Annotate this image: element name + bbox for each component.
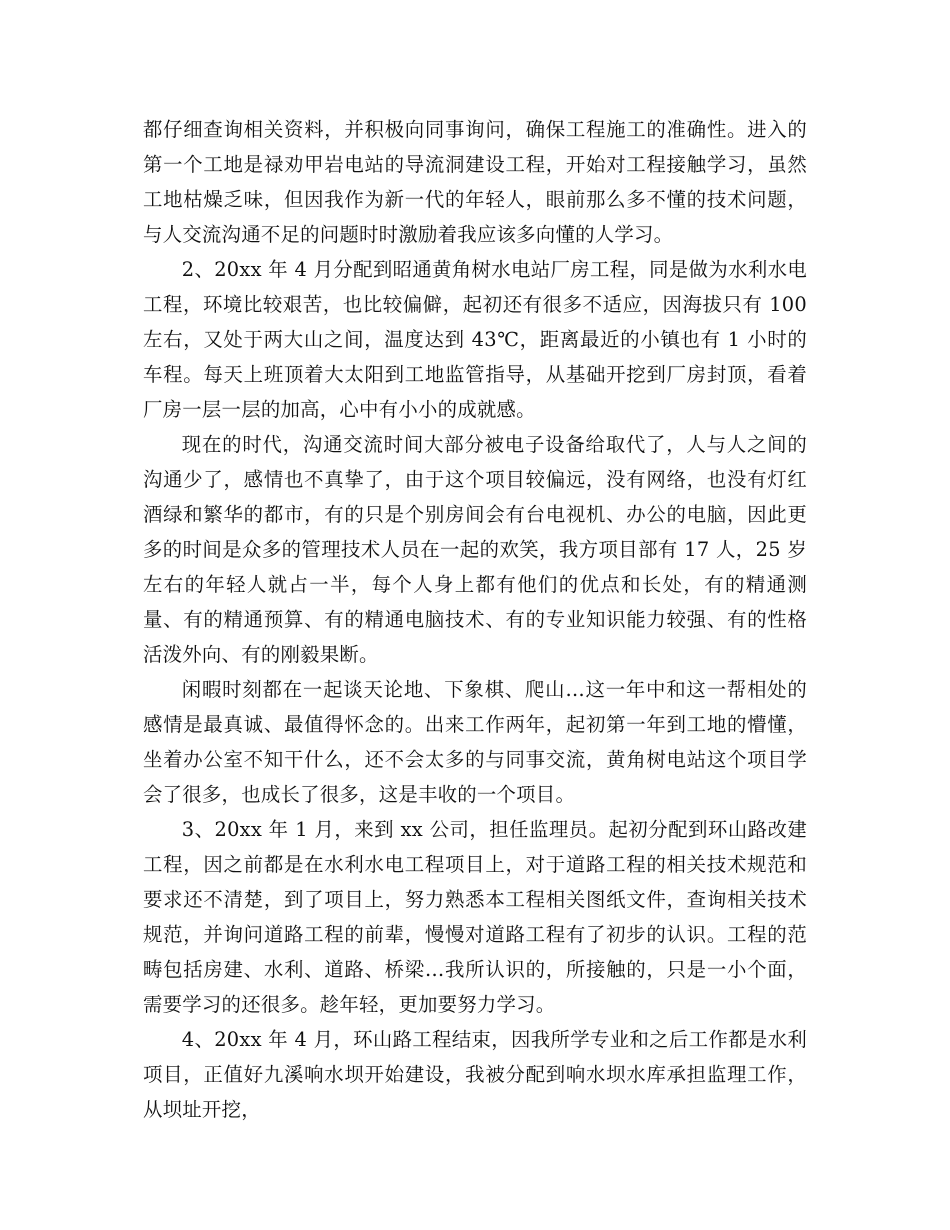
document-body (143, 112, 807, 1127)
paragraph-item-3: 3、20xx 年 1 月，来到 xx 公司，担任监理员。起初分配到环山路改建工程，因之前都是在水利水电工程项目上，对于道路工程的相关技术规范和要求还不清楚，到了项目上，努力熟悉本工程相关图纸文件，查询相关技术规范，并询问道路工程的前辈，慢慢对道路工程有了初步的认识。工程的范畴包括房建、水利、道路、桥梁…我所认识的，所接触的，只是一小个面，需要学习的还很多。趁年轻，更加要努力学习。 (143, 818, 807, 1016)
paragraph-item-4: 4、20xx 年 4 月，环山路工程结束，因我所学专业和之后工作都是水利项目，正值好九溪响水坝开始建设，我被分配到响水坝水库承担监理工作，从坝址开挖， (143, 1028, 807, 1121)
paragraph-item-2: 2、20xx 年 4 月分配到昭通黄角树水电站厂房工程，同是做为水利水电工程，环境比较艰苦，也比较偏僻，起初还有很多不适应，因海拔只有 100 左右，又处于两大山之间，温度达到 43℃，距离最近的小镇也有 1 小时的车程。每天上班顶着大太阳到工地监管指导，从基础开挖到厂房封顶，看着厂房一层一层的加高，心中有小小的成就感。 (143, 258, 807, 421)
paragraph-leisure: 闲暇时刻都在一起谈天论地、下象棋、爬山…这一年中和这一帮相处的感情是最真诚、最值得怀念的。出来工作两年，起初第一年到工地的懵懂，坐着办公室不知干什么，还不会太多的与同事交流，黄角树电站这个项目学会了很多，也成长了很多，这是丰收的一个项目。 (143, 678, 807, 806)
paragraph-continuation: 都仔细查询相关资料，并积极向同事询问，确保工程施工的准确性。进入的第一个工地是禄劝甲岩电站的导流洞建设工程，开始对工程接触学习，虽然工地枯燥乏味，但因我作为新一代的年轻人，眼前那么多不懂的技术问题，与人交流沟通不足的问题时时激励着我应该多向懂的人学习。 (143, 118, 807, 246)
paragraph-communication: 现在的时代，沟通交流时间大部分被电子设备给取代了，人与人之间的沟通少了，感情也不真挚了，由于这个项目较偏远，没有网络，也没有灯红酒绿和繁华的都市，有的只是个别房间会有台电视机、办公的电脑，因此更多的时间是众多的管理技术人员在一起的欢笑，我方项目部有 17 人，25 岁左右的年轻人就占一半，每个人身上都有他们的优点和长处，有的精通测量、有的精通预算、有的精通电脑技术、有的专业知识能力较强、有的性格活泼外向、有的刚毅果断。 (143, 433, 807, 666)
